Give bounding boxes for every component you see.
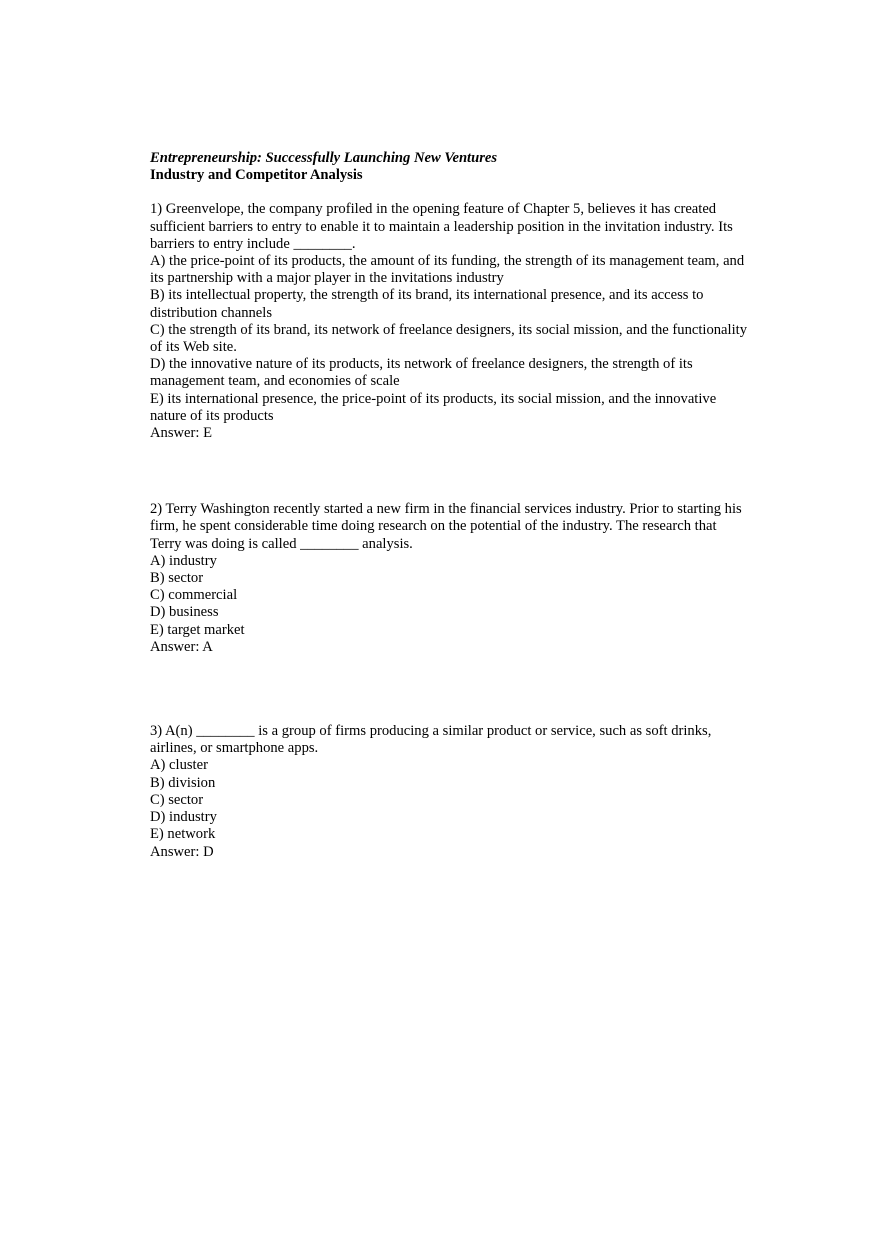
answer-option-c: C) sector — [150, 791, 204, 808]
answer-option-d: D) industry — [150, 809, 217, 826]
book-title: Entrepreneurship: Successfully Launching New Ventures — [150, 150, 498, 166]
question-stem: 3) A(n) ________ is a group of firms producing a similar product or service, such as soft drinks, airlines, or smartphone apps. — [150, 723, 712, 757]
question-1 — [150, 201, 750, 442]
answer-option-e: E) network — [150, 826, 216, 843]
question-2 — [150, 501, 750, 656]
answer-option-b: B) its intellectual property, the strength of its brand, its international presence, and its access to distribution channels — [150, 287, 704, 321]
answer-option-c: C) the strength of its brand, its network of freelance designers, its social mission, and the functionality of its Web site. — [150, 321, 747, 356]
answer-option-e: E) target market — [150, 621, 245, 638]
answer-option-b: B) division — [150, 774, 216, 791]
question-3 — [150, 723, 750, 861]
answer-option-c: C) commercial — [150, 587, 238, 604]
answer-option-d: D) the innovative nature of its products, its network of freelance designers, the strength of its management team, and economies of scale — [150, 356, 693, 390]
answer-option-b: B) sector — [150, 570, 204, 587]
question-stem: 1) Greenvelope, the company profiled in the opening feature of Chapter 5, believes it has created sufficient barriers to entry to enable it to maintain a leadership position in the invitation industry. Its barriers to entry include ________. — [150, 201, 733, 252]
question-stem: 2) Terry Washington recently started a new firm in the financial services industry. Prior to starting his firm, he spent considerable time doing research on the potential of the industry. The research that Terry was doing is called ________ analysis. — [150, 501, 742, 552]
answer-option-a: A) the price-point of its products, the amount of its funding, the strength of its management team, and its partnership with a major player in the invitations industry — [150, 253, 745, 287]
answer-option-a: A) industry — [150, 552, 217, 569]
answer-key: Answer: D — [150, 843, 214, 860]
answer-key: Answer: A — [150, 638, 213, 655]
answer-option-d: D) business — [150, 604, 219, 621]
answer-option-a: A) cluster — [150, 757, 208, 774]
answer-key: Answer: E — [150, 425, 213, 442]
chapter-title: Industry and Competitor Analysis — [150, 167, 363, 184]
page-content — [150, 150, 750, 861]
answer-option-e: E) its international presence, the price-point of its products, its social mission, and the innovative nature of its products — [150, 390, 717, 424]
